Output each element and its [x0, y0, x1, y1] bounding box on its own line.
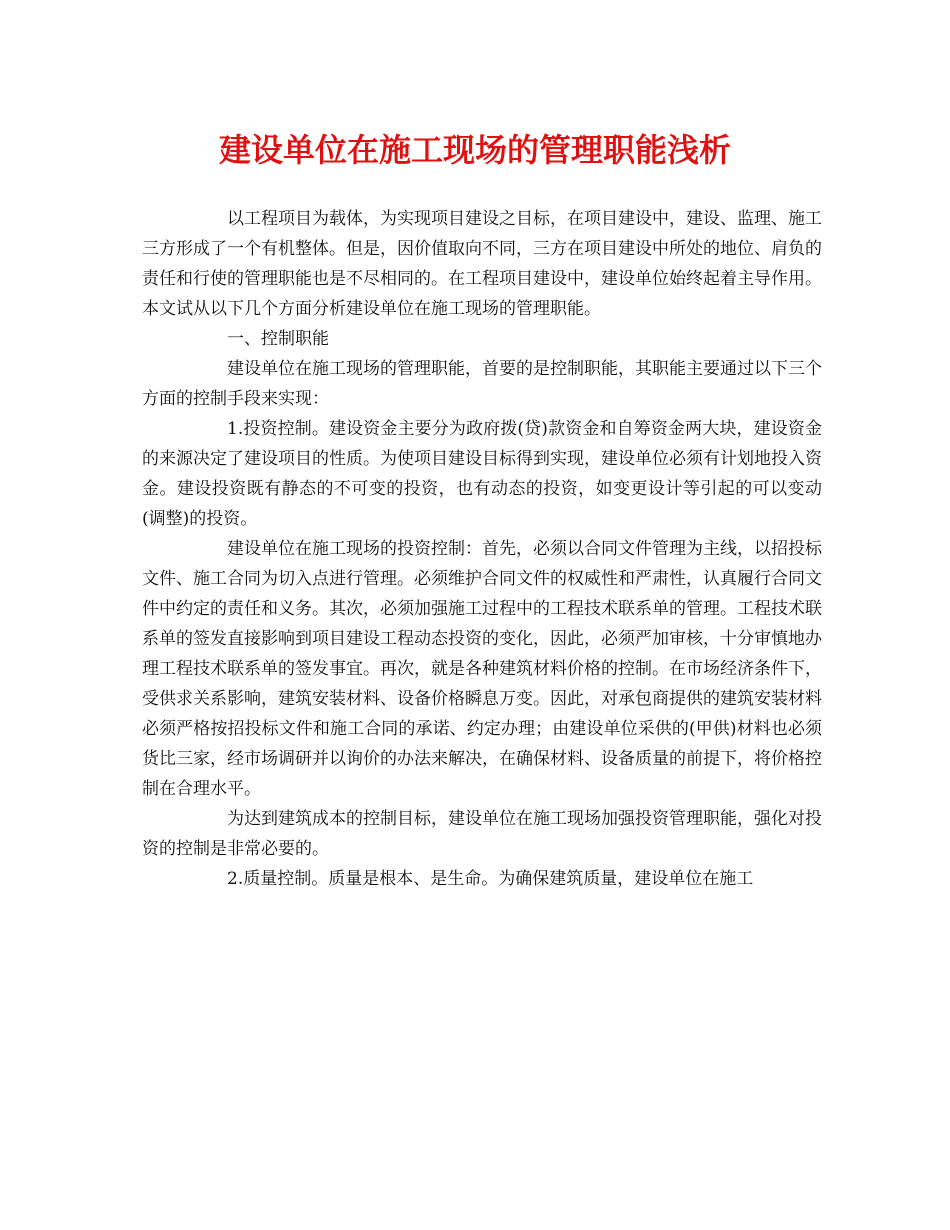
paragraph-control-overview: 建设单位在施工现场的管理职能，首要的是控制职能，其职能主要通过以下三个方面的控制手段来实现：	[142, 359, 822, 409]
paragraph-onsite-investment-control: 建设单位在施工现场的投资控制：首先，必须以合同文件管理为主线，以招投标文件、施工合同为切入点进行管理。必须维护合同文件的权威性和严肃性，认真履行合同文件中约定的责任和义务。其次，必须加强施工过程中的工程技术联系单的管理。工程技术联系单的签发直接影响到项目建设工程动态投资的变化，因此，必须严加审核，十分审慎地办理工程技术联系单的签发事宜。再次，就是各种建筑材料价格的控制。在市场经济条件下，受供求关系影响，建筑安装材料、设备价格瞬息万变。因此，对承包商提供的建筑安装材料必须严格按招投标文件和施工合同的承诺、约定办理；由建设单位采供的(甲供)材料也必须货比三家，经市场调研并以询价的办法来解决，在确保材料、设备质量的前提下，将价格控制在合理水平。	[142, 539, 822, 799]
paragraph-investment-control: 1.投资控制。建设资金主要分为政府拨(贷)款资金和自筹资金两大块，建设资金的来源决定了建设项目的性质。为使项目建设目标得到实现，建设单位必须有计划地投入资金。建设投资既有静态的不可变的投资，也有动态的投资，如变更设计等引起的可以变动(调整)的投资。	[142, 419, 822, 529]
paragraph-quality-control: 2.质量控制。质量是根本、是生命。为确保建筑质量，建设单位在施工	[227, 869, 754, 889]
document-body	[142, 204, 822, 894]
paragraph-intro: 以工程项目为载体，为实现项目建设之目标，在项目建设中，建设、监理、施工三方形成了一个有机整体。但是，因价值取向不同，三方在项目建设中所处的地位、肩负的责任和行使的管理职能也是不尽相同的。在工程项目建设中，建设单位始终起着主导作用。本文试从以下几个方面分析建设单位在施工现场的管理职能。	[142, 209, 822, 319]
section-heading-control: 一、控制职能	[227, 329, 329, 349]
document-title: 建设单位在施工现场的管理职能浅析	[218, 131, 731, 169]
paragraph-cost-target: 为达到建筑成本的控制目标，建设单位在施工现场加强投资管理职能，强化对投资的控制是非常必要的。	[142, 809, 822, 859]
